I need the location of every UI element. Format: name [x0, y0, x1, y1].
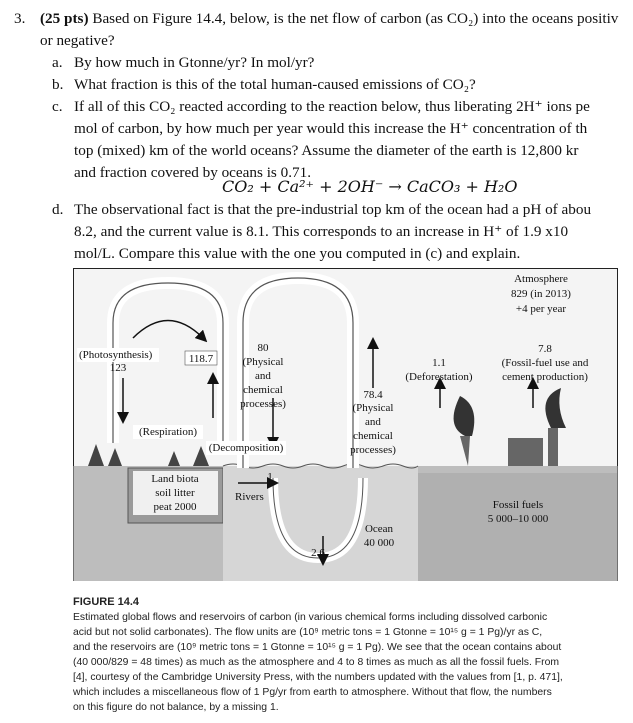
land-biota-line3: peat 2000 — [153, 501, 197, 513]
physical-up-line1: (Physical — [352, 402, 394, 414]
question-points: (25 pts) — [40, 10, 89, 27]
caption-line: [4], courtesy of the Cambridge University Press, with the numbers updated with the values from [1, p. 471], — [73, 672, 563, 683]
item-d-line1: The observational fact is that the pre-industrial top km of the ocean had a pH of abou — [74, 201, 592, 218]
photosynthesis-label: (Photosynthesis) — [79, 349, 153, 361]
respiration-label: (Respiration) — [138, 426, 198, 438]
item-a-line1: By how much in Gtonne/yr? In mol/yr? — [74, 54, 315, 71]
item-c-line1: If all of this CO₂ reacted according to the reaction below, thus liberating 2H⁺ ions pe — [74, 98, 590, 115]
physical-down-value: 80 — [257, 342, 269, 354]
caption-line: on this figure do not balance, by a missing 1. — [73, 702, 279, 713]
photosynthesis-value: 123 — [109, 362, 127, 374]
deforestation-label: (Deforestation) — [405, 371, 473, 383]
ocean-value: 40 000 — [363, 537, 395, 549]
fossil-flow-line1: (Fossil-fuel use and — [501, 357, 589, 369]
rivers-value: 1 — [267, 471, 273, 483]
physical-up-line2: and — [365, 416, 381, 428]
respiration-value: 118.7 — [188, 353, 214, 365]
land-biota-line1: Land biota — [151, 473, 199, 485]
physical-down-line3: chemical — [243, 384, 283, 396]
land-biota-line2: soil litter — [155, 487, 195, 499]
fossil-reservoir — [418, 473, 617, 581]
item-d-line3: mol/L. Compare this value with the one you computed in (c) and explain. — [74, 245, 521, 262]
question-lead-line1: Based on Figure 14.4, below, is the net flow of carbon (as CO₂) into the oceans positiv — [92, 10, 619, 27]
caption-line: (40 000/829 = 48 times) as much as the atmosphere and 4 to 8 times as much as all the fossil fuels. From — [73, 657, 560, 668]
item-a-label: a. — [52, 54, 63, 71]
figure-caption — [73, 595, 603, 715]
decomposition-label: (Decomposition) — [208, 442, 284, 454]
carbon-cycle-figure — [73, 268, 618, 581]
item-c-line4: and fraction covered by oceans is 0.71. — [74, 164, 312, 181]
item-c-line3: top (mixed) km of the world oceans? Assume the diameter of the earth is 12,800 kr — [74, 142, 579, 159]
atmosphere-value: 829 (in 2013) — [511, 288, 571, 300]
physical-up-value: 78.4 — [363, 389, 383, 401]
fossil-fuels-label: Fossil fuels — [492, 499, 544, 511]
fossil-flow-line2: cement production) — [502, 371, 588, 383]
physical-down-line4: processes) — [240, 398, 286, 410]
item-b-line1: What fraction is this of the total human-caused emissions of CO₂? — [74, 76, 476, 93]
item-d-label: d. — [52, 201, 64, 218]
atmosphere-rate: +4 per year — [515, 303, 567, 315]
physical-up-line3: chemical — [353, 430, 393, 442]
physical-down-line1: (Physical — [242, 356, 284, 368]
item-b-label: b. — [52, 76, 64, 93]
physical-up-line4: processes) — [350, 444, 396, 456]
question-number: 3. — [14, 10, 26, 27]
rivers-label: Rivers — [235, 491, 264, 503]
fossil-fuels-value: 5 000–10 000 — [487, 513, 549, 525]
item-c-line2: mol of carbon, by how much per year would this increase the H⁺ concentration of th — [74, 120, 588, 137]
item-d-line2: 8.2, and the current value is 8.1. This corresponds to an increase in H⁺ of 1.9 x10 — [74, 223, 569, 240]
caption-line: acid but not solid carbonates). The flow units are (10⁹ metric tons = 1 Gtonne = 10¹⁵ g = 1 Pg)/yr as C, — [73, 627, 543, 638]
question-lead-line2: or negative? — [40, 32, 115, 49]
caption-line: which includes a miscellaneous flow of 1 Pg/yr from earth to atmosphere. Without that flow, the numbers — [73, 687, 552, 698]
physical-down-line2: and — [255, 370, 271, 382]
caption-line: Estimated global flows and reservoirs of carbon (in various chemical forms including dissolved carbonic — [73, 612, 548, 623]
caption-title: FIGURE 14.4 — [73, 596, 140, 608]
ocean-label: Ocean — [364, 523, 394, 535]
fossil-flow-value: 7.8 — [538, 343, 552, 355]
question-lead — [40, 8, 633, 30]
item-c-label: c. — [52, 98, 63, 115]
reaction-equation: CO₂ + Ca²⁺ + 2OH⁻ → CaCO₃ + H₂O — [222, 177, 518, 196]
atmosphere-label: Atmosphere — [514, 273, 568, 285]
deforestation-value: 1.1 — [432, 357, 446, 369]
caption-line: and the reservoirs are (10⁹ metric tons = 1 Gtonne = 10¹⁵ g = 1 Pg). We see that the ocean contains about — [73, 642, 562, 653]
sediment-value: 2.6 — [311, 547, 325, 559]
